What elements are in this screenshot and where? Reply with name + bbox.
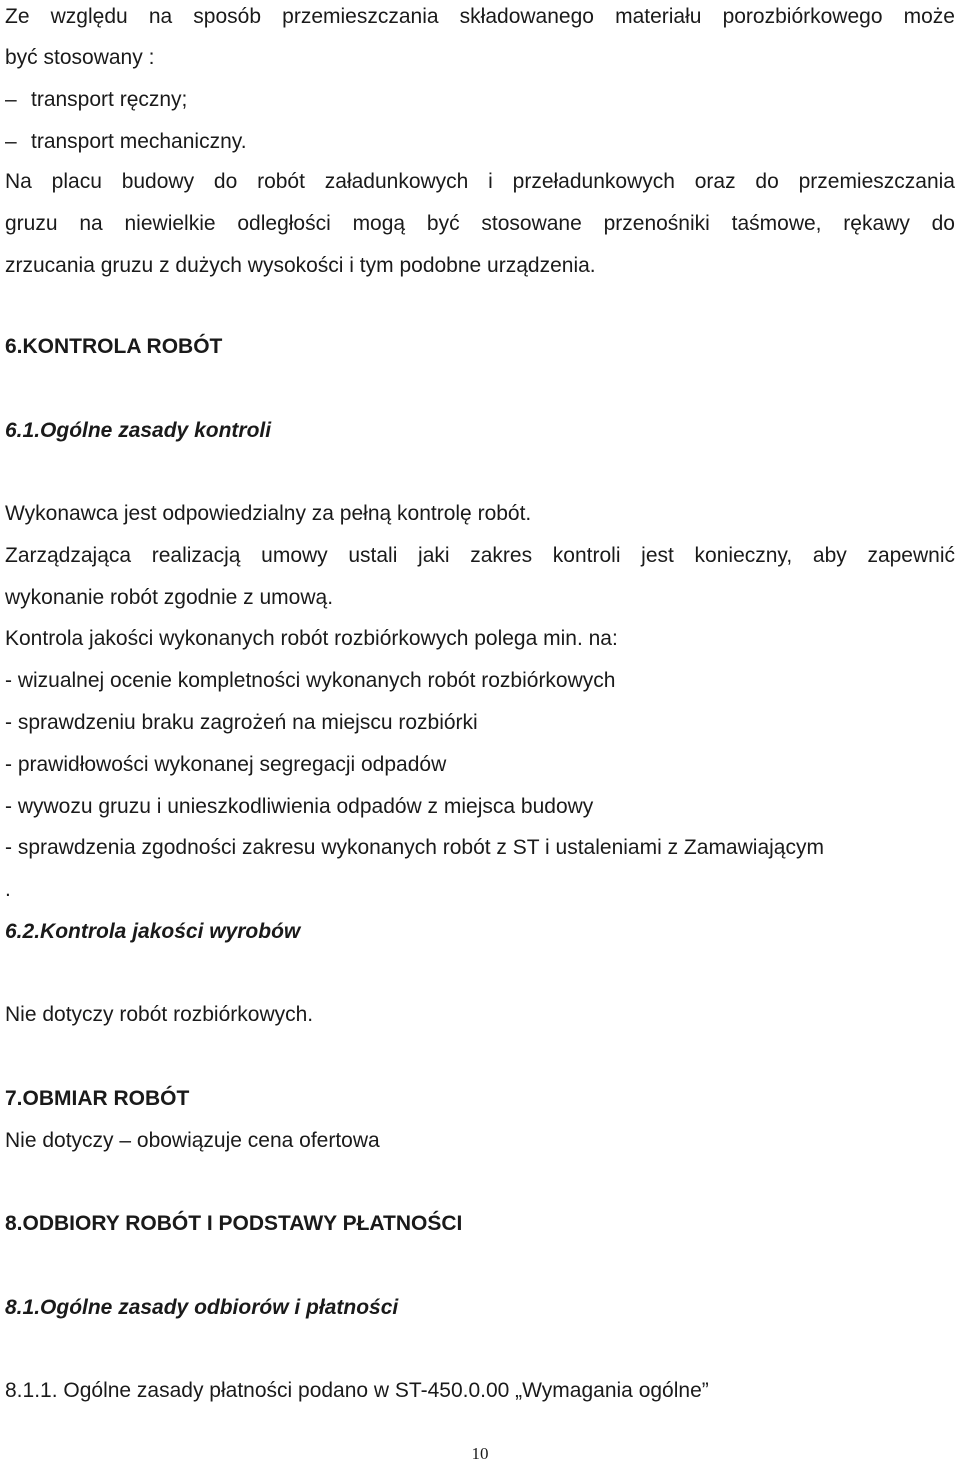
transport-intro-line-1: Ze względu na sposób przemieszczania składowanego materiału porozbiórkowego może <box>5 5 955 28</box>
section-7-text: Nie dotyczy – obowiązuje cena ofertowa <box>5 1129 380 1152</box>
list-item-text: transport ręczny; <box>31 88 188 111</box>
list-item: - sprawdzenia zgodności zakresu wykonanych robót z ST i ustaleniami z Zamawiającym <box>5 836 824 859</box>
list-item: - sprawdzeniu braku zagrożeń na miejscu rozbiórki <box>5 711 478 734</box>
site-paragraph-line-2: gruzu na niewielkie odległości mogą być stosowane przenośniki taśmowe, rękawy do <box>5 212 955 235</box>
list-item: - prawidłowości wykonanej segregacji odpadów <box>5 753 447 776</box>
stray-period: . <box>5 878 11 901</box>
section-6-2-heading: 6.2.Kontrola jakości wyrobów <box>5 920 301 943</box>
list-item: - wywozu gruzu i unieszkodliwienia odpadów z miejsca budowy <box>5 795 594 818</box>
site-paragraph-line-3: zrzucania gruzu z dużych wysokości i tym podobne urządzenia. <box>5 254 596 277</box>
section-8-1-heading: 8.1.Ogólne zasady odbiorów i płatności <box>5 1296 399 1319</box>
list-item <box>5 89 187 110</box>
section-6-2-text: Nie dotyczy robót rozbiórkowych. <box>5 1003 314 1026</box>
section-6-1-heading: 6.1.Ogólne zasady kontroli <box>5 419 272 442</box>
dash-bullet: – <box>5 88 17 111</box>
section-6-heading: 6.KONTROLA ROBÓT <box>5 335 223 358</box>
section-7-heading: 7.OBMIAR ROBÓT <box>5 1087 190 1110</box>
dash-bullet: – <box>5 130 17 153</box>
quality-control-intro: Kontrola jakości wykonanych robót rozbiórkowych polega min. na: <box>5 627 618 650</box>
list-item-text: transport mechaniczny. <box>31 130 247 153</box>
site-paragraph-line-1: Na placu budowy do robót załadunkowych i przeładunkowych oraz do przemieszczania <box>5 170 955 193</box>
scope-paragraph-line-2: wykonanie robót zgodnie z umową. <box>5 586 334 609</box>
section-8-heading: 8.ODBIORY ROBÓT I PODSTAWY PŁATNOŚCI <box>5 1212 463 1235</box>
transport-intro-line-2: być stosowany : <box>5 46 155 69</box>
list-item: - wizualnej ocenie kompletności wykonanych robót rozbiórkowych <box>5 669 616 692</box>
scope-paragraph-line-1: Zarządzająca realizacją umowy ustali jaki zakres kontroli jest konieczny, aby zapewnić <box>5 544 955 567</box>
page-number: 10 <box>471 1444 489 1463</box>
responsibility-paragraph: Wykonawca jest odpowiedzialny za pełną kontrolę robót. <box>5 502 532 525</box>
list-item <box>5 131 247 152</box>
section-8-1-1-text: 8.1.1. Ogólne zasady płatności podano w ST-450.0.00 „Wymagania ogólne” <box>5 1379 709 1402</box>
